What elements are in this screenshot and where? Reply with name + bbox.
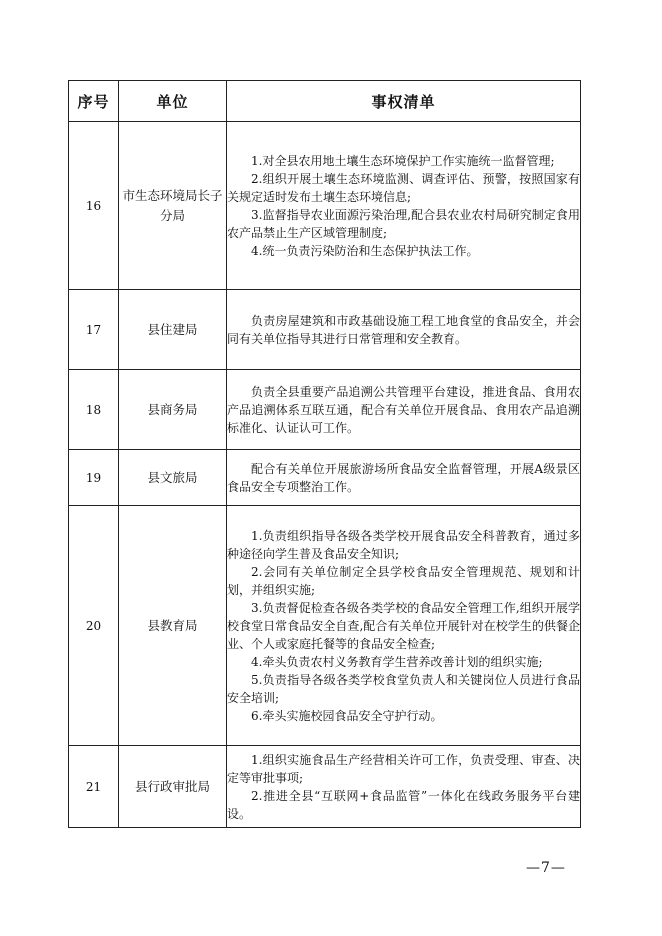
rights-item: 2.会同有关单位制定全县学校食品安全管理规范、规划和计划，并组织实施; <box>227 564 580 597</box>
table-header-row <box>69 81 581 122</box>
rights-item: 1.负责组织指导各级各类学校开展食品安全科普教育，通过多种途径向学生普及食品安全知识; <box>227 528 580 561</box>
rights-item: 3.负责督促检查各级各类学校的食品安全管理工作,组织开展学校食堂日常食品安全自查,配合有关单位开展针对在校学生的供餐企业、个人或家庭托餐等的食品安全检查; <box>227 600 580 651</box>
row-unit: 县商务局 <box>119 370 227 450</box>
row-unit: 县行政审批局 <box>119 746 227 828</box>
header-rights: 事权清单 <box>227 81 581 122</box>
rights-item: 2.推进全县“互联网+食品监管”一体化在线政务服务平台建设。 <box>227 788 580 821</box>
table-row <box>69 122 581 290</box>
row-number: 19 <box>69 450 119 506</box>
rights-item: 负责全县重要产品追溯公共管理平台建设，推进食品、食用农产品追溯体系互联互通，配合有关单位开展食品、食用农产品追溯标准化、认证认可工作。 <box>227 384 580 435</box>
row-rights <box>227 122 581 290</box>
rights-item: 负责房屋建筑和市政基础设施工程工地食堂的食品安全，并会同有关单位指导其进行日常管理和安全教育。 <box>227 313 580 346</box>
rights-item: 1.组织实施食品生产经营相关许可工作，负责受理、审查、决定等审批事项; <box>227 752 580 785</box>
row-rights <box>227 290 581 370</box>
row-rights <box>227 370 581 450</box>
row-rights <box>227 746 581 828</box>
table-row <box>69 506 581 746</box>
rights-item: 6.牵头实施校园食品安全守护行动。 <box>251 708 443 723</box>
table-row <box>69 290 581 370</box>
rights-item: 4.统一负责污染防治和生态保护执法工作。 <box>251 243 479 258</box>
header-unit: 单位 <box>119 81 227 122</box>
row-number: 17 <box>69 290 119 370</box>
table-row <box>69 370 581 450</box>
row-unit: 县文旅局 <box>119 450 227 506</box>
rights-item: 2.组织开展土壤生态环境监测、调查评估、预警，按照国家有关规定适时发布土壤生态环境信息; <box>227 171 580 204</box>
row-number: 16 <box>69 122 119 290</box>
rights-item: 5.负责指导各级各类学校食堂负责人和关键岗位人员进行食品安全培训; <box>227 672 580 705</box>
rights-table <box>68 80 581 828</box>
table-row <box>69 746 581 828</box>
row-unit: 县教育局 <box>119 506 227 746</box>
page-number: —7— <box>526 860 566 876</box>
row-unit: 县住建局 <box>119 290 227 370</box>
row-number: 20 <box>69 506 119 746</box>
table-body <box>69 122 581 828</box>
table-row <box>69 450 581 506</box>
rights-item: 4.牵头负责农村义务教育学生营养改善计划的组织实施; <box>251 654 543 669</box>
row-rights <box>227 506 581 746</box>
header-no: 序号 <box>69 81 119 122</box>
row-rights <box>227 450 581 506</box>
row-number: 18 <box>69 370 119 450</box>
row-number: 21 <box>69 746 119 828</box>
rights-item: 3.监督指导农业面源污染治理,配合县农业农村局研究制定食用农产品禁止生产区域管理制度; <box>227 207 580 240</box>
rights-item: 配合有关单位开展旅游场所食品安全监督管理，开展A级景区食品安全专项整治工作。 <box>227 461 580 494</box>
rights-item: 1.对全县农用地土壤生态环境保护工作实施统一监督管理; <box>251 153 555 168</box>
row-unit: 市生态环境局长子分局 <box>119 122 227 290</box>
